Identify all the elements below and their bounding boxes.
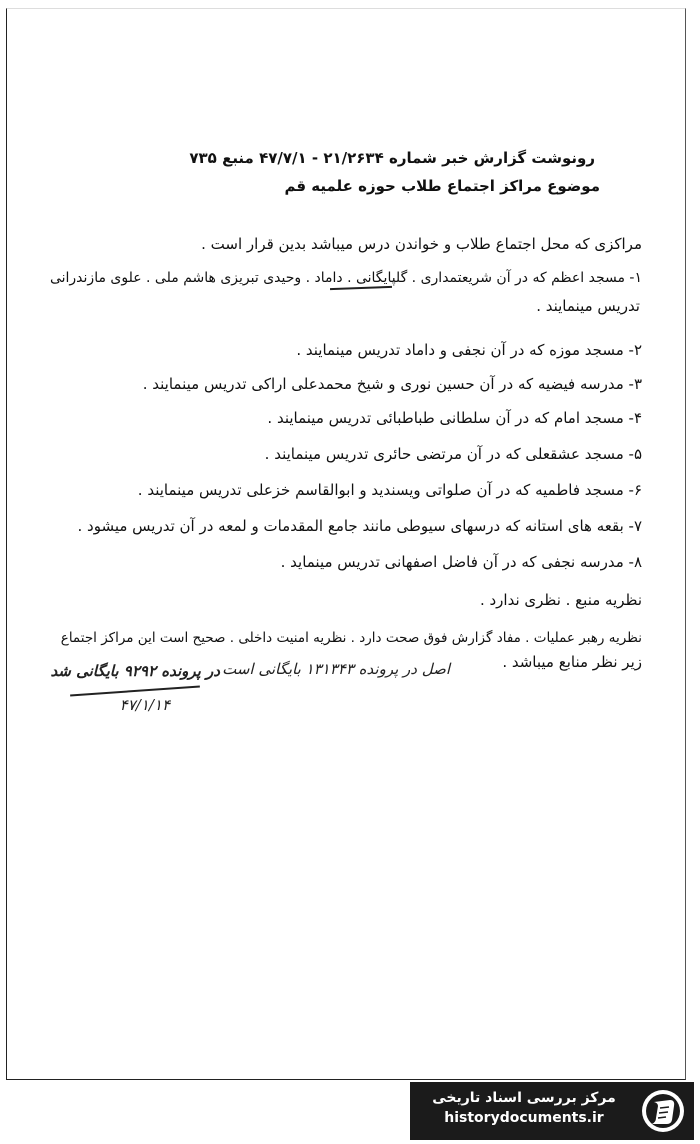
source-opinion: نظریه منبع . نظری ندارد . [479,591,642,609]
archive-note-right: در پرونده ۹۲۹۲ بایگانی شد [50,662,220,680]
footer-url: historydocuments.ir [444,1110,604,1126]
chief-opinion-line-1: نظریه رهبر عملیات . مفاد گزارش فوق صحت دارد . نظریه امنیت داخلی . صحیح است این مراکز اجتماع [60,630,642,646]
item-2: ۲- مسجد موزه که در آن نجفی و داماد تدریس مینمایند . [296,341,642,359]
item-1-line-2: تدریس مینمایند . [536,297,640,315]
header-report-number: رونوشت گزارش خبر شماره ۲۱/۲۶۳۴ - ۴۷/۷/۱ منبع ۷۳۵ [189,149,595,167]
footer-watermark [410,1082,694,1140]
item-8: ۸- مدرسه نجفی که در آن فاضل اصفهانی تدریس مینماید . [280,553,642,571]
archive-date: ۴۷/۱/۱۴ [119,696,170,714]
intro-text: مراکزی که محل اجتماع طلاب و خواندن درس میباشد بدین قرار است . [201,235,642,253]
archive-note-left: اصل در پرونده ۱۳۱۳۴۳ بایگانی است [222,660,450,678]
signature-stroke [70,685,200,696]
header-subject: موضوع مراکز اجتماع طلاب حوزه علمیه قم [284,177,600,195]
item-6: ۶- مسجد فاطمیه که در آن صلواتی ویسندید و ابوالقاسم خزعلی تدریس مینمایند . [137,481,642,499]
scroll-emblem-icon [640,1088,686,1134]
item-5: ۵- مسجد عشقعلی که در آن مرتضی حائری تدریس مینمایند . [264,445,642,463]
footer-title: مرکز بررسی اسناد تاریخی [432,1090,616,1106]
item-1-line-1: ۱- مسجد اعظم که در آن شریعتمداری . گلپایگانی . داماد . وحیدی تبریزی هاشم ملی . علوی مازندرانی [49,270,642,286]
item-7: ۷- بقعه های استانه که درسهای سیوطی مانند جامع المقدمات و لمعه در آن تدریس میشود . [77,517,642,535]
item-3: ۳- مدرسه فیضیه که در آن حسین نوری و شیخ محمدعلی اراکی تدریس مینمایند . [142,375,642,393]
item-4: ۴- مسجد امام که در آن سلطانی طباطبائی تدریس مینمایند . [267,409,642,427]
chief-opinion-line-2: زیر نظر منابع میباشد . [502,653,642,671]
